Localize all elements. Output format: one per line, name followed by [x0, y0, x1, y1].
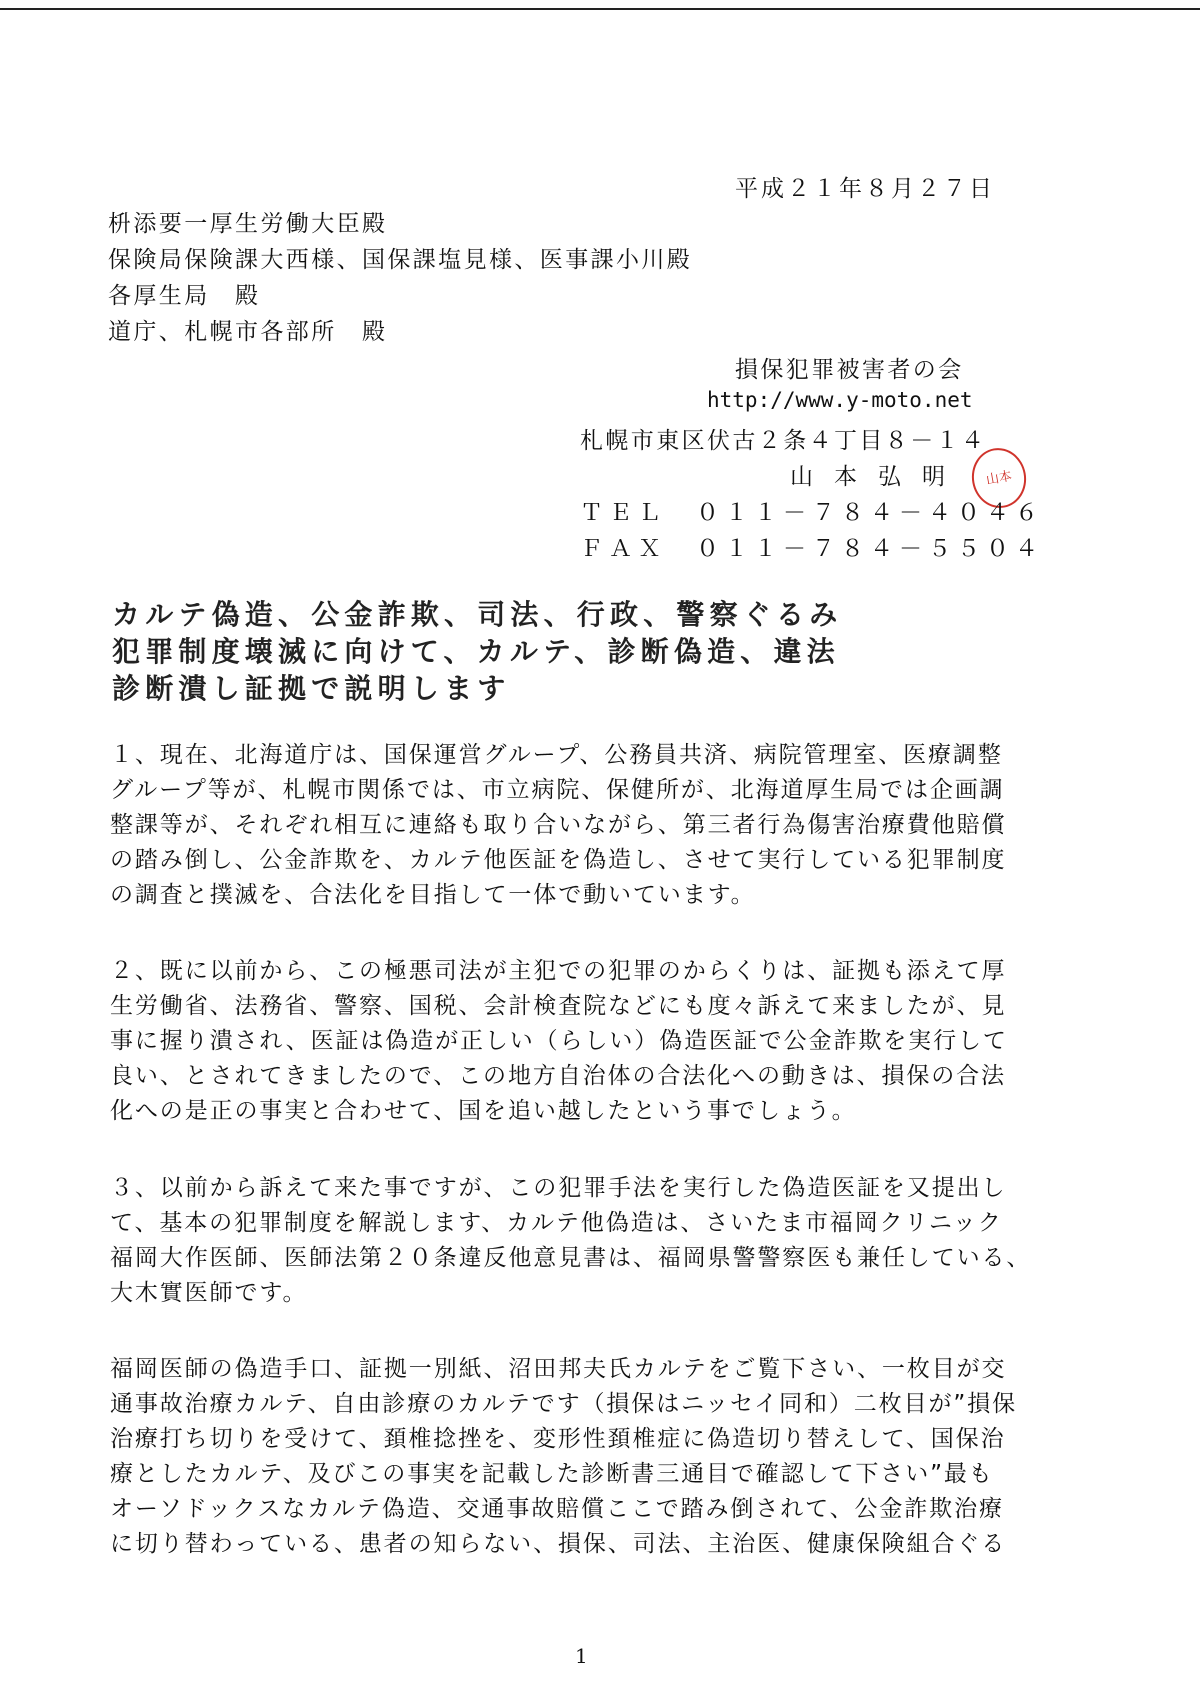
- sender-address: 札幌市東区伏古２条４丁目８－１４: [580, 428, 987, 454]
- paragraph-line: 通事故治療カルテ、自由診療のカルテです（損保はニッセイ同和）二枚目が”損保: [110, 1391, 1017, 1417]
- title-line: 診断潰し証拠で説明します: [112, 672, 511, 705]
- addressee-line: 枡添要一厚生労働大臣殿: [108, 211, 388, 237]
- paragraph-4: [110, 1352, 1055, 1562]
- sender-fax: ＦＡＸ ０１１－７８４－５５０４: [580, 536, 1044, 562]
- paragraph-line: 福岡医師の偽造手口、証拠一別紙、沼田邦夫氏カルテをご覧下さい、一枚目が交: [110, 1356, 1007, 1382]
- addressee-line: 道庁、札幌市各部所 殿: [108, 319, 388, 345]
- paragraph-line: 良い、とされてきましたので、この地方自治体の合法化への動きは、損保の合法: [110, 1063, 1006, 1089]
- paragraph-line: 福岡大作医師、医師法第２０条違反他意見書は、福岡県警警察医も兼任している、: [110, 1245, 1032, 1271]
- seal-text: 山本: [984, 468, 1014, 488]
- paragraph-line: 療としたカルテ、及びこの事実を記載した診断書三通目で確認して下さい”最も: [110, 1461, 994, 1487]
- paragraph-line: 化への是正の事実と合わせて、国を追い越したという事でしょう。: [110, 1098, 857, 1124]
- paragraph-line: 大木實医師です。: [110, 1280, 308, 1306]
- document-title: [112, 596, 842, 707]
- paragraph-line: ２、既に以前から、この極悪司法が主犯での犯罪のからくりは、証拠も添えて厚: [110, 958, 1007, 984]
- paragraph-line: 事に握り潰され、医証は偽造が正しい（らしい）偽造医証で公金詐欺を実行して: [110, 1028, 1008, 1054]
- paragraph-line: １、現在、北海道庁は、国保運営グループ、公務員共済、病院管理室、医療調整: [110, 742, 1003, 768]
- paragraph-1: [110, 738, 1055, 913]
- paragraph-line: 治療打ち切りを受けて、頚椎捻挫を、変形性頚椎症に偽造切り替えして、国保治: [110, 1426, 1006, 1452]
- document-date: 平成２１年８月２７日: [735, 176, 995, 202]
- sender-tel: ＴＥＬ ０１１－７８４－４０４６: [580, 500, 1044, 526]
- addressee-line: 各厚生局 殿: [108, 283, 261, 309]
- top-border-line: [0, 8, 1200, 10]
- paragraph-line: て、基本の犯罪制度を解説します、カルテ他偽造は、さいたま市福岡クリニック: [110, 1210, 1003, 1236]
- paragraph-line: の調査と撲滅を、合法化を目指して一体で動いています。: [110, 882, 756, 908]
- paragraph-line: グループ等が、札幌市関係では、市立病院、保健所が、北海道厚生局では企画調: [110, 777, 1005, 803]
- paragraph-3: [110, 1171, 1055, 1311]
- paragraph-line: ３、以前から訴えて来た事ですが、この犯罪手法を実行した偽造医証を又提出し: [110, 1175, 1007, 1201]
- paragraph-line: 整課等が、それぞれ相互に連絡も取り合いながら、第三者行為傷害治療費他賠償: [110, 812, 1007, 838]
- paragraph-line: の踏み倒し、公金詐欺を、カルテ他医証を偽造し、させて実行している犯罪制度: [110, 847, 1007, 873]
- paragraph-line: に切り替わっている、患者の知らない、損保、司法、主治医、健康保険組合ぐる: [110, 1531, 1007, 1557]
- sender-organization: 損保犯罪被害者の会: [735, 357, 964, 383]
- addressee-line: 保険局保険課大西様、国保課塩見様、医事課小川殿: [108, 247, 693, 273]
- paragraph-line: 生労働省、法務省、警察、国税、会計検査院などにも度々訴えて来ましたが、見: [110, 993, 1007, 1019]
- title-line: カルテ偽造、公金詐欺、司法、行政、警察ぐるみ: [112, 598, 843, 631]
- sender-name: 山本弘明: [790, 464, 966, 490]
- paragraph-line: オーソドックスなカルテ偽造、交通事故賠償ここで踏み倒されて、公金詐欺治療: [110, 1496, 1004, 1522]
- paragraph-2: [110, 954, 1055, 1129]
- page-number: 1: [575, 1644, 588, 1668]
- title-line: 犯罪制度壊滅に向けて、カルテ、診断偽造、違法: [112, 635, 840, 668]
- sender-url: http://www.y-moto.net: [707, 388, 973, 412]
